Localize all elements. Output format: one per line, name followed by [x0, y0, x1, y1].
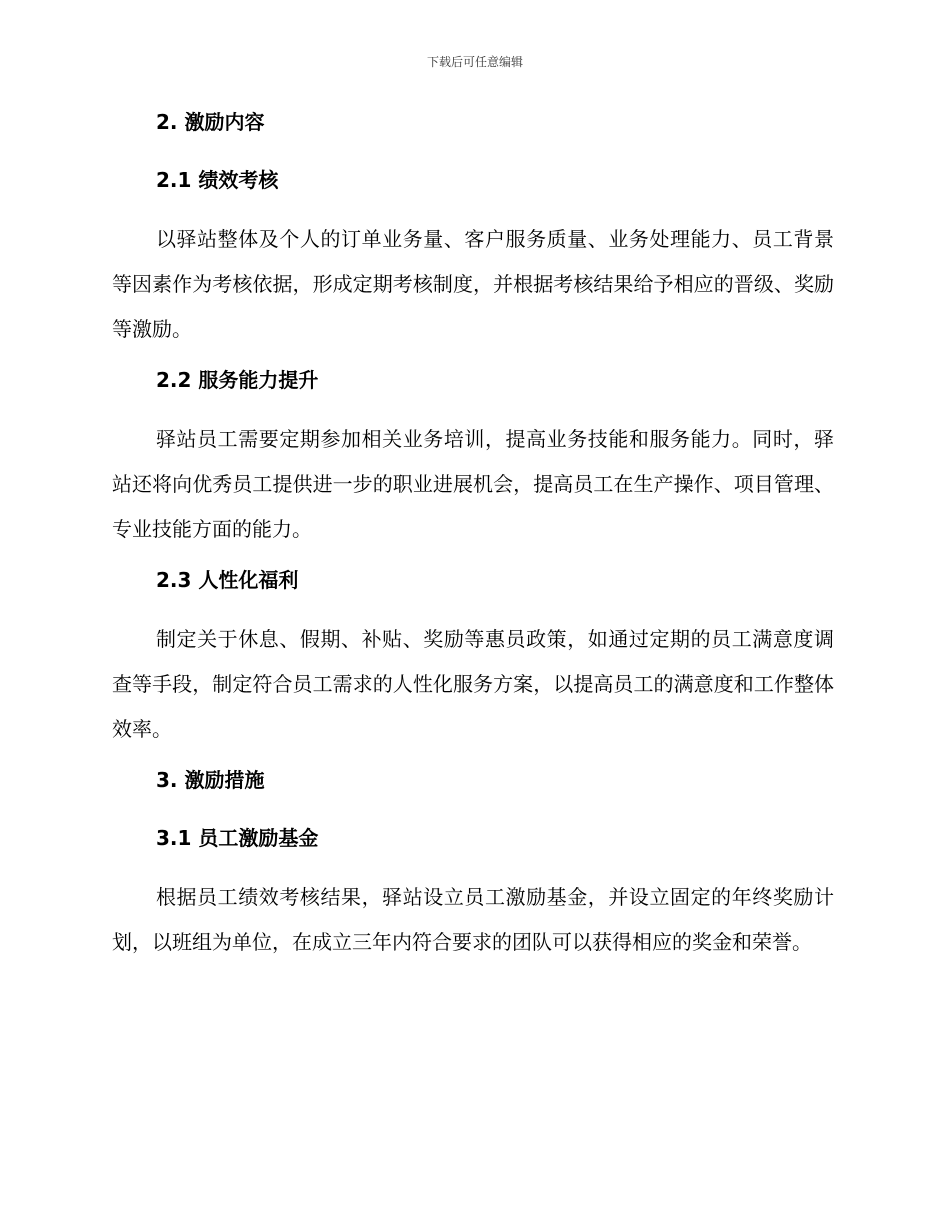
paragraph-2-3: 制定关于休息、假期、补贴、奖励等惠员政策，如通过定期的员工满意度调查等手段，制定符合员工需求的人性化服务方案，以提高员工的满意度和工作整体效率。	[112, 627, 834, 741]
section-heading-2-2: 2.2 服务能力提升	[156, 368, 319, 392]
section-heading-2-1: 2.1 绩效考核	[156, 168, 279, 192]
paragraph-2-1: 以驿站整体及个人的订单业务量、客户服务质量、业务处理能力、员工背景等因素作为考核依据，形成定期考核制度，并根据考核结果给予相应的晋级、奖励等激励。	[112, 227, 834, 341]
section-heading-2-3: 2.3 人性化福利	[156, 568, 299, 592]
section-heading-2: 2. 激励内容	[156, 110, 265, 134]
section-heading-3: 3. 激励措施	[156, 768, 265, 792]
document-body	[112, 108, 834, 979]
paragraph-2-2: 驿站员工需要定期参加相关业务培训，提高业务技能和服务能力。同时，驿站还将向优秀员工提供进一步的职业进展机会，提高员工在生产操作、项目管理、专业技能方面的能力。	[112, 427, 834, 541]
paragraph-3-1: 根据员工绩效考核结果，驿站设立员工激励基金，并设立固定的年终奖励计划，以班组为单位，在成立三年内符合要求的团队可以获得相应的奖金和荣誉。	[112, 885, 834, 954]
page-header: 下载后可任意编辑	[426, 55, 523, 69]
section-heading-3-1: 3.1 员工激励基金	[156, 826, 319, 850]
